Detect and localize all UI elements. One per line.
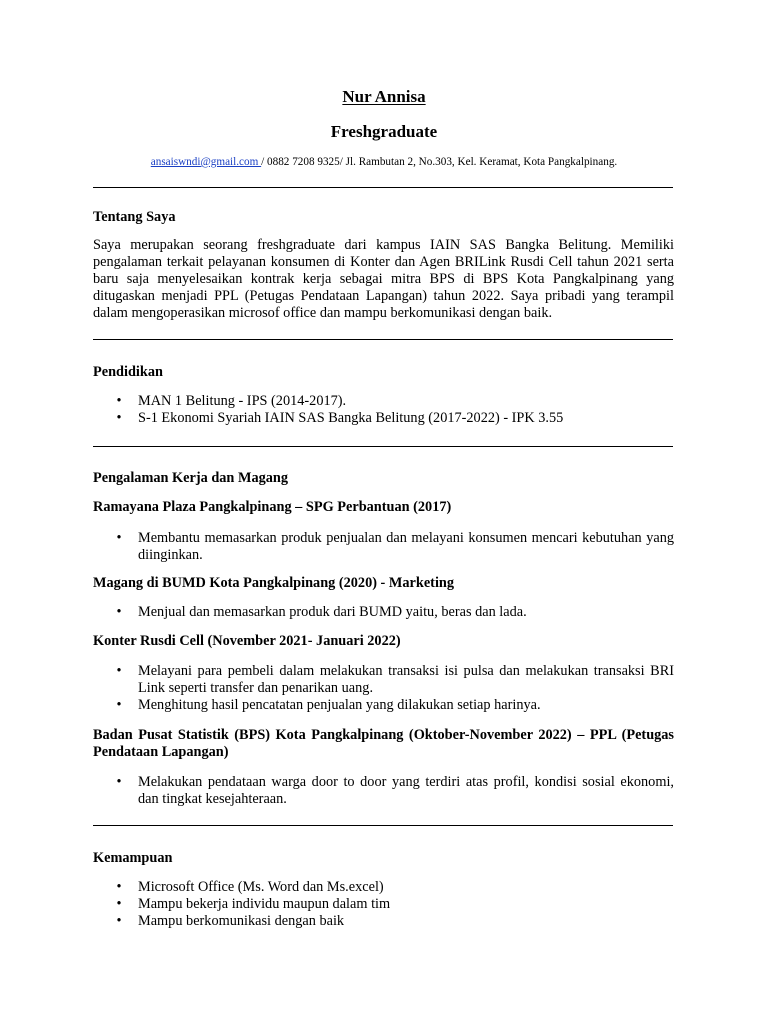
job-duties — [93, 774, 674, 808]
skill-item: Mampu berkomunikasi dengan baik — [138, 913, 345, 929]
job-duties — [93, 663, 674, 714]
about-text: Saya merupakan seorang freshgraduate dari kampus IAIN SAS Bangka Belitung. Memiliki pengalaman terkait pelayanan konsumen di Konter dan Agen BRILink Rusdi Cell tahun 2021 serta baru saja menyelesaikan kontrak kerja sebagai mitra BPS di BPS Kota Pangkalpinang yang ditugaskan menjadi PPL (Petugas Pendataan Lapangan) tahun 2022. Saya pribadi yang terampil dalam mengoperasikan microsof office dan mampu berkomunikasi dengan baik. — [93, 237, 674, 321]
section-heading-education: Pendidikan — [93, 364, 163, 380]
bullet-icon: • — [116, 393, 122, 409]
bullet-icon: • — [116, 697, 122, 713]
education-item: MAN 1 Belitung - IPS (2014-2017). — [138, 393, 347, 409]
contact-line — [0, 154, 768, 171]
list-item — [93, 663, 674, 697]
bullet-icon: • — [116, 913, 122, 929]
bullet-icon: • — [116, 774, 122, 790]
list-item — [93, 774, 674, 808]
list-item — [93, 913, 674, 930]
job-duties — [93, 530, 674, 564]
list-item — [93, 879, 674, 896]
bullet-icon: • — [116, 530, 122, 546]
education-item: S-1 Ekonomi Syariah IAIN SAS Bangka Belitung (2017-2022) - IPK 3.55 — [138, 410, 564, 426]
job-duty: Menjual dan memasarkan produk dari BUMD yaitu, beras dan lada. — [138, 604, 527, 620]
divider — [93, 339, 673, 340]
job-title: Ramayana Plaza Pangkalpinang – SPG Perbantuan (2017) — [93, 499, 452, 515]
list-item — [93, 410, 674, 427]
job-duties — [93, 604, 674, 621]
bullet-icon: • — [116, 410, 122, 426]
section-heading-skills: Kemampuan — [93, 850, 173, 866]
skills-list — [93, 879, 674, 930]
cv-subtitle: Freshgraduate — [330, 122, 438, 141]
bullet-icon: • — [116, 663, 122, 679]
contact-details: / 0882 7208 9325/ Jl. Rambutan 2, No.303, Kel. Keramat, Kota Pangkalpinang. — [261, 156, 618, 168]
list-item — [93, 896, 674, 913]
list-item — [93, 393, 674, 410]
section-heading-about: Tentang Saya — [93, 209, 176, 225]
email-link[interactable]: ansaiswndi@gmail.com — [150, 156, 262, 168]
divider — [93, 187, 673, 188]
bullet-icon: • — [116, 604, 122, 620]
bullet-icon: • — [116, 879, 122, 895]
job-duty: Membantu memasarkan produk penjualan dan melayani konsumen mencari kebutuhan yang diinginkan. — [138, 530, 674, 563]
skill-item: Microsoft Office (Ms. Word dan Ms.excel) — [138, 879, 384, 895]
list-item — [93, 530, 674, 564]
job-title: Magang di BUMD Kota Pangkalpinang (2020) - Marketing — [93, 575, 455, 591]
section-heading-experience: Pengalaman Kerja dan Magang — [93, 470, 288, 486]
divider — [93, 446, 673, 447]
job-title: Badan Pusat Statistik (BPS) Kota Pangkalpinang (Oktober-November 2022) – PPL (Petugas Pendataan Lapangan) — [93, 727, 674, 760]
divider — [93, 825, 673, 826]
skill-item: Mampu bekerja individu maupun dalam tim — [138, 896, 391, 912]
bullet-icon: • — [116, 896, 122, 912]
job-title: Konter Rusdi Cell (November 2021- Januari 2022) — [93, 633, 401, 649]
job-duty: Menghitung hasil pencatatan penjualan yang dilakukan setiap harinya. — [138, 697, 541, 713]
list-item — [93, 697, 674, 714]
education-list — [93, 393, 674, 427]
job-duty: Melakukan pendataan warga door to door yang terdiri atas profil, kondisi sosial ekonomi, dan tingkat kesejahteraan. — [138, 774, 674, 807]
cv-name: Nur Annisa — [342, 87, 426, 106]
list-item — [93, 604, 674, 621]
job-duty: Melayani para pembeli dalam melakukan transaksi isi pulsa dan melakukan transaksi BRI Link seperti transfer dan penarikan uang. — [138, 663, 674, 696]
